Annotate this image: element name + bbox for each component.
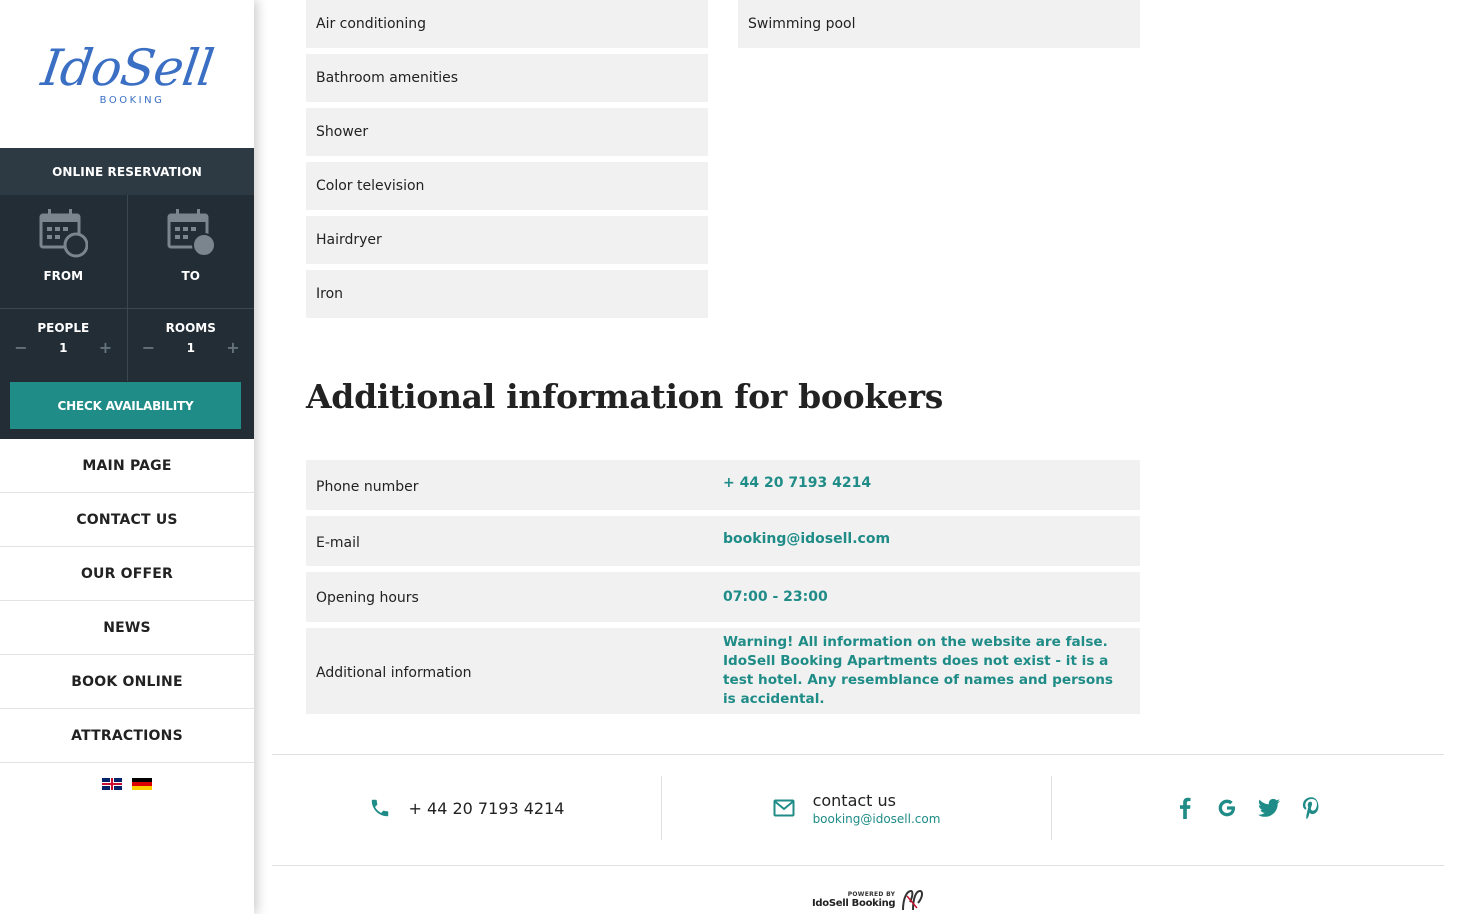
nav-main-page[interactable]: MAIN PAGE — [0, 439, 254, 493]
section-title: Additional information for bookers — [306, 377, 943, 416]
language-switcher — [0, 763, 254, 790]
facebook-icon[interactable] — [1174, 797, 1196, 819]
footer-divider-bottom — [272, 865, 1444, 866]
footer-contact[interactable] — [662, 776, 1052, 840]
rooms-plus-button[interactable]: + — [226, 338, 240, 357]
sidebar — [0, 0, 254, 914]
phone-icon — [369, 797, 391, 819]
phone-link[interactable]: + 44 20 7193 4214 — [723, 474, 872, 491]
twitter-icon[interactable] — [1258, 797, 1280, 819]
date-from-label: FROM — [43, 269, 84, 283]
uk-flag-icon[interactable] — [102, 778, 122, 790]
people-minus-button[interactable]: − — [14, 338, 28, 357]
footer-divider-top — [272, 754, 1444, 755]
amenity-item: Air conditioning — [306, 0, 708, 48]
info-key: E-mail — [316, 534, 360, 551]
powered-by-small: POWERED BY — [847, 891, 896, 898]
opening-hours-value: 07:00 - 23:00 — [723, 588, 828, 605]
nav-contact-us[interactable]: CONTACT US — [0, 493, 254, 547]
footer-contact-title: contact us — [812, 790, 896, 810]
amenity-item: Swimming pool — [738, 0, 1140, 48]
date-to-label: TO — [181, 269, 200, 283]
reservation-widget — [0, 148, 254, 439]
powered-by-brand: IdoSell Booking — [812, 898, 896, 909]
info-row-additional — [306, 628, 1140, 714]
nav-attractions[interactable]: ATTRACTIONS — [0, 709, 254, 763]
amenity-item: Color television — [306, 162, 708, 210]
guest-counters — [0, 309, 254, 381]
people-value: 1 — [59, 341, 68, 355]
date-picker — [0, 195, 254, 309]
info-key: Phone number — [316, 479, 419, 495]
check-availability-button[interactable]: CHECK AVAILABILITY — [10, 382, 241, 429]
email-link[interactable]: booking@idosell.com — [723, 531, 891, 547]
rooms-minus-button[interactable]: − — [141, 338, 156, 357]
info-row-email — [306, 516, 1140, 566]
footer — [272, 776, 1444, 840]
info-key: Additional information — [316, 665, 472, 681]
info-row-phone — [306, 460, 1140, 510]
logo-subtitle: BOOKING — [99, 94, 165, 106]
people-counter — [0, 309, 127, 381]
amenity-item: Iron — [306, 270, 708, 318]
footer-contact-email[interactable]: booking@idosell.com — [812, 811, 941, 826]
amenity-item: Bathroom amenities — [306, 54, 708, 102]
envelope-icon — [773, 799, 795, 817]
germany-flag-icon[interactable] — [132, 778, 152, 790]
date-to[interactable] — [127, 195, 255, 308]
footer-phone-text: + 44 20 7193 4214 — [408, 798, 565, 818]
pinterest-icon[interactable] — [1300, 797, 1322, 819]
nav-book-online[interactable]: BOOK ONLINE — [0, 655, 254, 709]
amenity-item: Shower — [306, 108, 708, 156]
info-key: Opening hours — [316, 590, 419, 606]
nav-our-offer[interactable]: OUR OFFER — [0, 547, 254, 601]
rooms-label: ROOMS — [165, 321, 216, 335]
logo[interactable] — [0, 0, 254, 148]
logo-wordmark: IdoSell — [37, 38, 217, 97]
main-content — [272, 0, 1444, 914]
date-from[interactable] — [0, 195, 127, 308]
info-row-hours — [306, 572, 1140, 622]
nav-news[interactable]: NEWS — [0, 601, 254, 655]
calendar-to-icon — [166, 209, 216, 259]
social-links — [1052, 776, 1444, 840]
reservation-title: ONLINE RESERVATION — [0, 148, 254, 195]
rooms-counter — [127, 309, 255, 381]
amenity-item: Hairdryer — [306, 216, 708, 264]
people-plus-button[interactable]: + — [98, 338, 113, 357]
footer-phone[interactable] — [272, 776, 662, 840]
people-label: PEOPLE — [37, 321, 90, 335]
powered-by[interactable] — [812, 888, 927, 912]
rooms-value: 1 — [186, 341, 195, 355]
calendar-from-icon — [38, 209, 88, 259]
google-icon[interactable] — [1216, 797, 1238, 819]
additional-info-value: Warning! All information on the website are false. IdoSell Booking Apartments does not exist - it is a test hotel. Any resemblance of names and persons is accidental. — [723, 634, 1113, 707]
idosell-logo-icon — [899, 888, 927, 912]
